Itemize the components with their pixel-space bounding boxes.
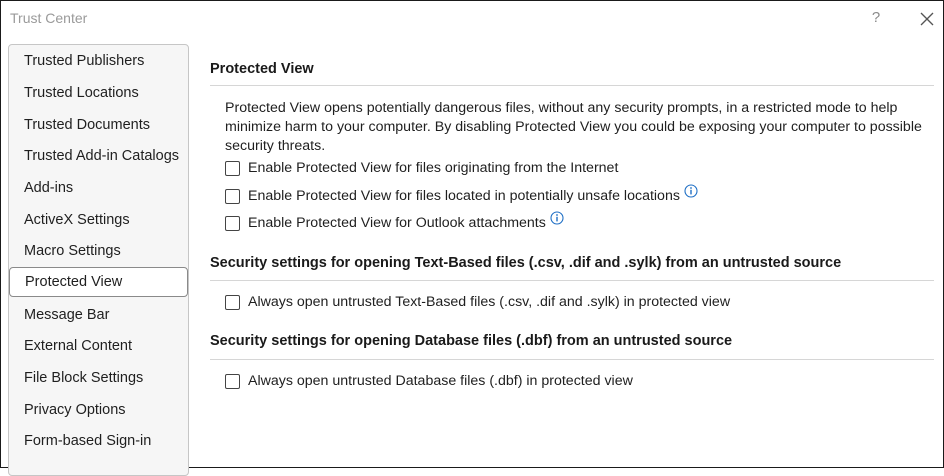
option-unsafe-locations[interactable] [225,186,698,206]
option-outlook-attachments[interactable] [225,213,564,233]
close-icon[interactable] [917,9,937,29]
sidebar-item-privacy-options[interactable]: Privacy Options [24,402,126,418]
sidebar-item-file-block-settings[interactable]: File Block Settings [24,370,144,386]
text-based-heading: Security settings for opening Text-Based files (.csv, .dif and .sylk) from an untrusted source [210,255,842,271]
option-database-files[interactable] [225,371,633,391]
protected-view-description: Protected View opens potentially dangerous files, without any security prompts, in a restricted mode to help minimize harm to your computer. By disabling Protected View you could be exposing your computer to possible security threats. [225,100,922,154]
sidebar-item-external-content[interactable]: External Content [24,338,133,354]
unsafe-locations-checkbox[interactable] [225,189,240,204]
info-icon[interactable] [550,211,564,229]
sidebar-item-trusted-publishers[interactable]: Trusted Publishers [24,53,145,69]
option-text-based-files[interactable] [225,292,730,312]
help-button[interactable]: ? [871,9,881,26]
section-divider [210,359,934,360]
database-files-checkbox[interactable] [225,374,240,389]
option-internet-files[interactable] [225,158,618,178]
text-based-files-checkbox[interactable] [225,295,240,310]
window-title: Trust Center [10,10,88,26]
sidebar-item-form-based-sign-in[interactable]: Form-based Sign-in [24,433,152,449]
sidebar-item-protected-view[interactable]: Protected View [9,267,188,297]
sidebar-item-message-bar[interactable]: Message Bar [24,307,110,323]
database-heading: Security settings for opening Database files (.dbf) from an untrusted source [210,333,733,349]
outlook-attachments-checkbox[interactable] [225,216,240,231]
outlook-attachments-label[interactable]: Enable Protected View for Outlook attachments [248,215,546,231]
text-based-files-label[interactable]: Always open untrusted Text-Based files (.csv, .dif and .sylk) in protected view [248,294,731,310]
internet-files-checkbox[interactable] [225,161,240,176]
title-bar [1,1,943,37]
section-divider [210,280,934,281]
protected-view-heading: Protected View [210,61,314,77]
section-divider [210,85,934,86]
sidebar-item-add-ins[interactable]: Add-ins [24,180,74,196]
sidebar [8,44,189,476]
sidebar-item-trusted-add-in-catalogs[interactable]: Trusted Add-in Catalogs [24,148,180,164]
unsafe-locations-label[interactable]: Enable Protected View for files located in potentially unsafe locations [248,188,680,204]
sidebar-item-trusted-documents[interactable]: Trusted Documents [24,117,150,133]
sidebar-item-trusted-locations[interactable]: Trusted Locations [24,85,139,101]
database-files-label[interactable]: Always open untrusted Database files (.dbf) in protected view [248,373,633,389]
main-content [201,41,936,461]
sidebar-item-activex-settings[interactable]: ActiveX Settings [24,212,130,228]
info-icon[interactable] [684,184,698,202]
internet-files-label[interactable]: Enable Protected View for files originating from the Internet [248,160,619,176]
sidebar-item-macro-settings[interactable]: Macro Settings [24,243,121,259]
